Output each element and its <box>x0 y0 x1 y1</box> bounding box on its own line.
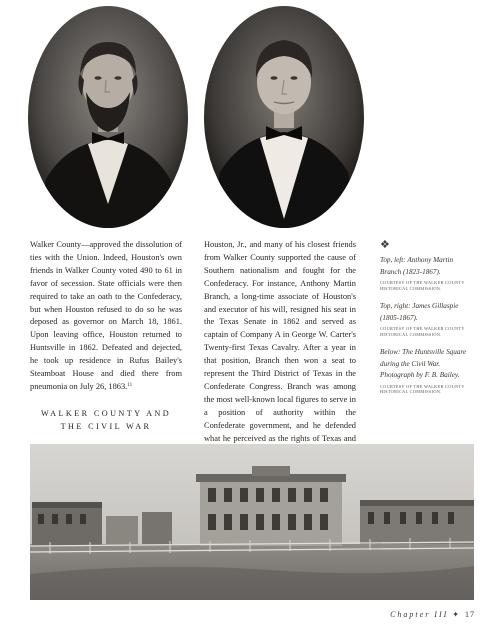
column2-paragraph-1: Houston, Jr., and many of his closest friends from Walker County supported the cause of Southern nationalism and fought for the Confederacy. For instance, Anthony Martin Branch, a long-time associate of Houston's and executor of his will, resigned his seat in the Texas Senate in 1862 and served as captain of Company A in George W. Carter's Twenty-first Texas Cavalry. After a year in that position, Branch then won a seat to represent the Third District of Texas in the Confederate Congress. Branch was among the most well-known local figures to serve in a position of authority within the Confederate government, and he defended what he perceived as the rights of Texas and <box>204 239 356 458</box>
column1-paragraph-1: Walker County—approved the dissolution of ties with the Union. Indeed, Houston's own friends in Walker County voted 490 to 61 in favor of secession. State officials were then required to take an oath to the Confederacy, but when Houston refused to do so he was deposed as governor on March 18, 1861. Upon leaving office, Houston returned to Huntsville in 1862. Defeated and dejected, he took up residence in Rufus Bailey's Steamboat House and died there from pneumonia on July 26, 1863.11 <box>30 240 182 391</box>
chapter-label: Chapter III <box>390 610 449 619</box>
text-column-1 <box>30 239 182 470</box>
credit-top-left: COURTESY OF THE WALKER COUNTY HISTORICAL COMMISSION. <box>380 280 465 291</box>
caption-below: Below: The Huntsville Square during the Civil War. Photograph by F. B. Bailey. <box>380 348 467 380</box>
portrait-james-gillaspie <box>202 4 366 230</box>
ornament-icon: ❖ <box>380 239 390 251</box>
photo-huntsville-square <box>30 444 474 600</box>
credit-top-right: COURTESY OF THE WALKER COUNTY HISTORICAL COMMISSION. <box>380 326 465 337</box>
star-icon: ✦ <box>452 610 461 619</box>
page-number: 17 <box>465 610 475 619</box>
credit-below: COURTESY OF THE WALKER COUNTY HISTORICAL COMMISSION. <box>380 383 465 395</box>
section-heading: WALKER COUNTY AND THE CIVIL WAR <box>40 408 172 431</box>
caption-top-right: Top, right: James Gillaspie (1805-1867). <box>380 302 459 322</box>
footnote-11: 11 <box>127 382 133 388</box>
page-footer <box>390 610 475 619</box>
caption-column <box>380 239 476 405</box>
portrait-anthony-martin-branch <box>26 4 190 230</box>
caption-top-left: Top, left: Anthony Martin Branch (1823-1867). <box>380 256 454 276</box>
